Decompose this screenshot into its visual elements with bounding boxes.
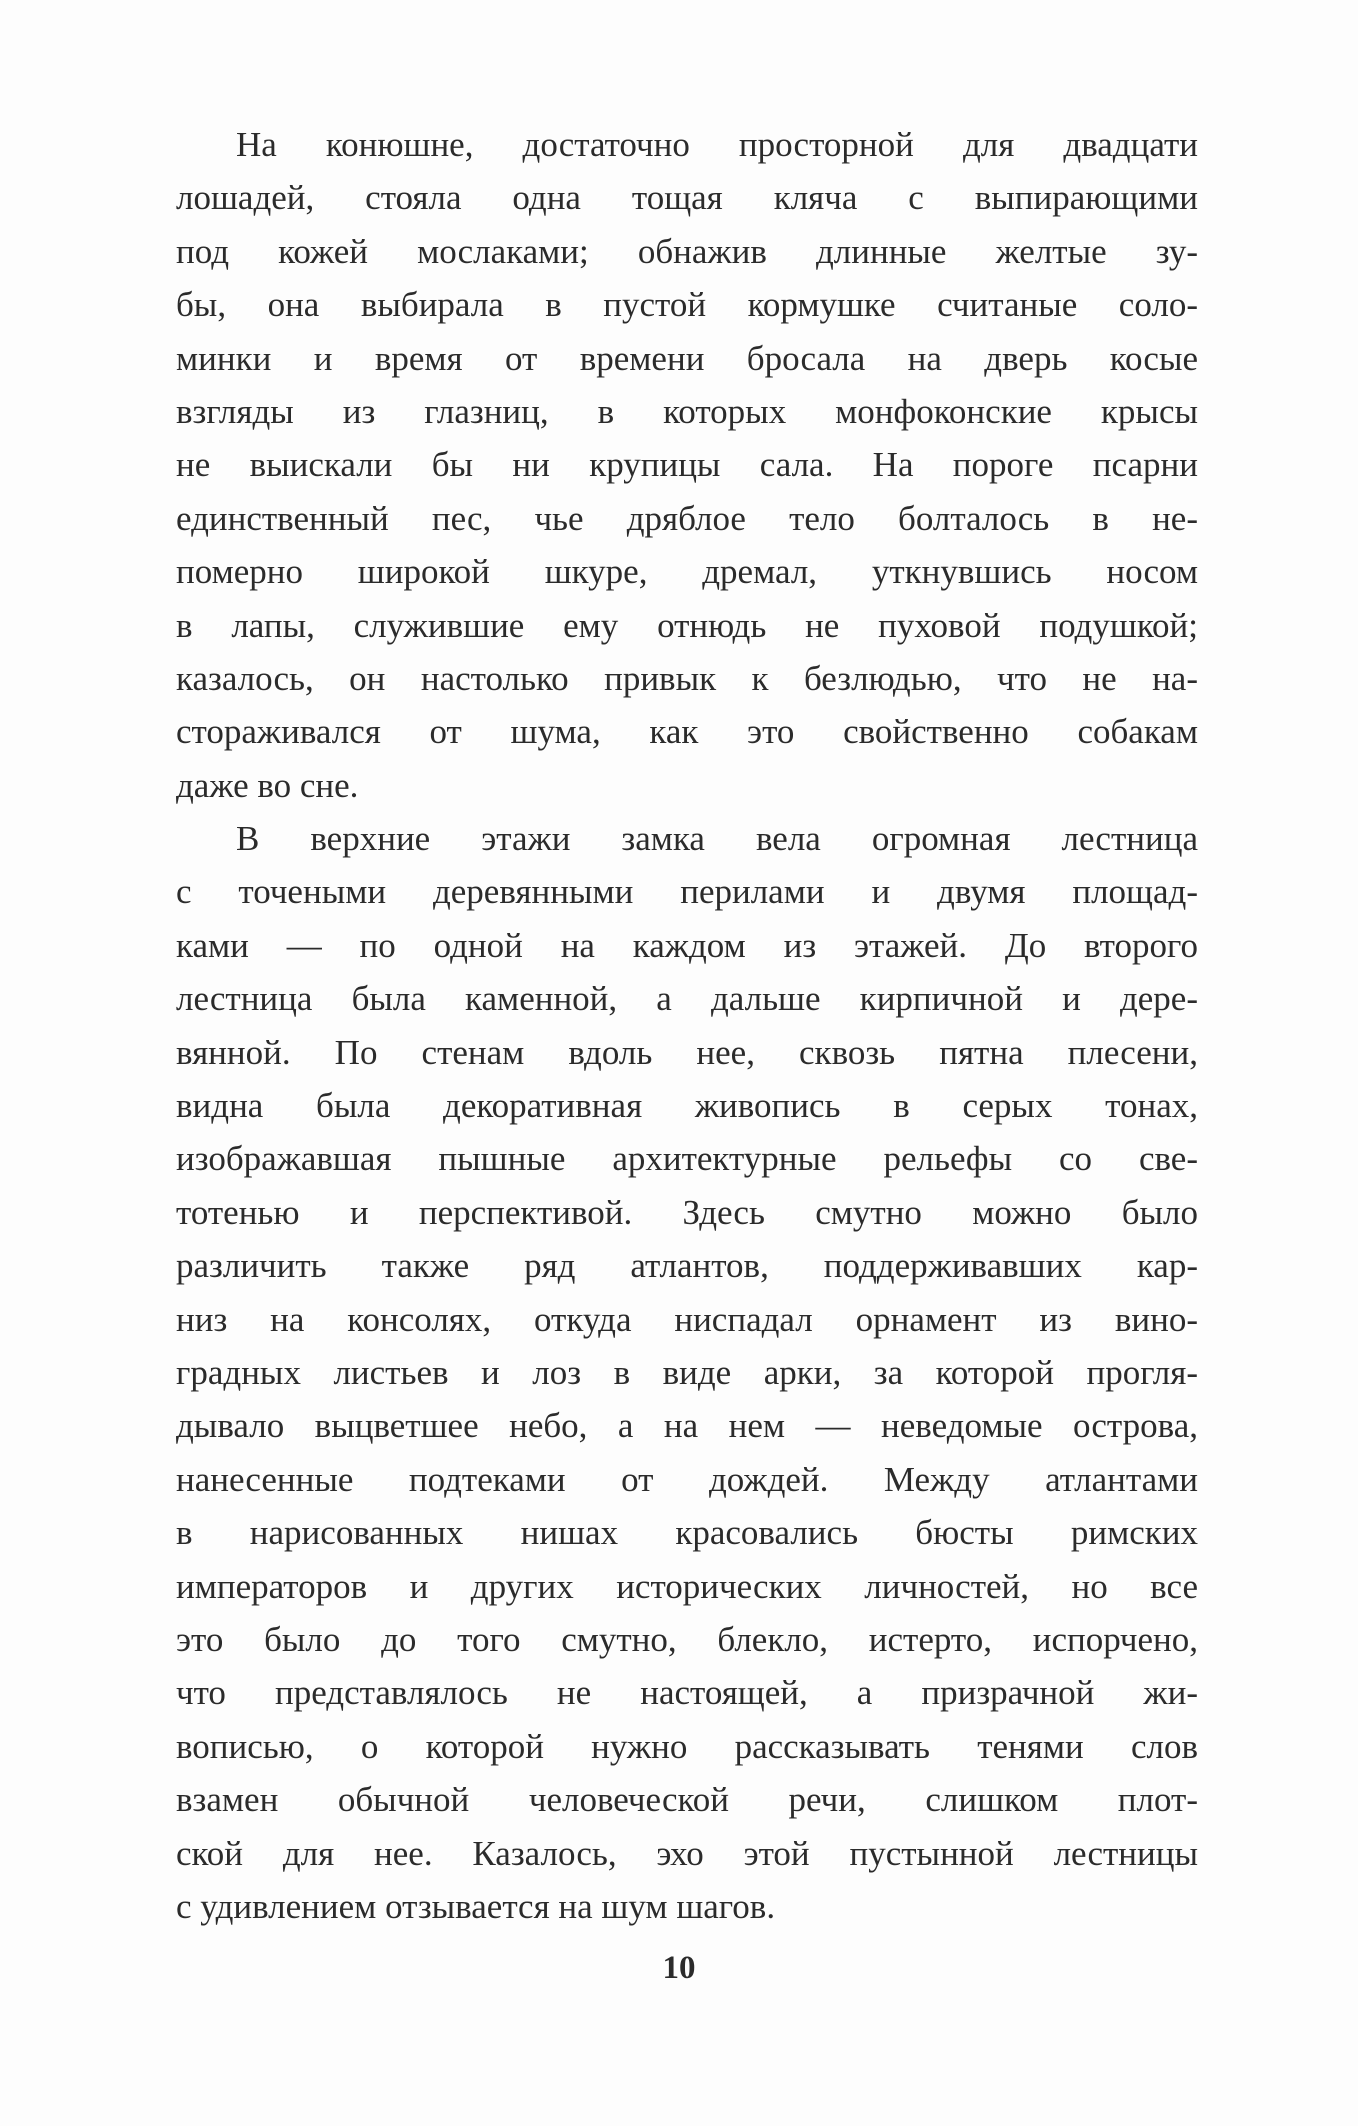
text-line: с удивлением отзывается на шум шагов. [176,1886,776,1926]
text-line: даже во сне. [176,765,359,805]
text-line: казалось, он настолько привык к безлюдью, что не на- [176,658,1198,698]
text-line: дывало выцветшее небо, а на нем — неведомые острова, [176,1406,1198,1446]
text-line: что представлялось не настоящей, а призрачной жи- [176,1673,1198,1713]
text-line: не выискали бы ни крупицы сала. На пороге псарни [176,445,1198,485]
text-line: померно широкой шкуре, дремал, уткнувшись носом [176,552,1198,592]
text-line: бы, она выбирала в пустой кормушке считаные соло- [176,285,1198,325]
text-line: под кожей мослаками; обнажив длинные желтые зу- [176,231,1198,271]
text-line: в нарисованных нишах красовались бюсты римских [176,1513,1198,1553]
text-line: лошадей, стояла одна тощая кляча с выпирающими [176,178,1198,218]
text-line: лестница была каменной, а дальше кирпичной и дере- [176,979,1198,1019]
page-number: 10 [662,1950,696,1986]
text-line: В верхние этажи замка вела огромная лестница [236,819,1198,859]
text-line: ской для нее. Казалось, эхо этой пустынной лестницы [176,1833,1198,1873]
body-text [176,118,1198,1933]
text-line: На конюшне, достаточно просторной для двадцати [236,125,1198,164]
text-line: вописью, о которой нужно рассказывать тенями слов [176,1726,1198,1766]
text-line: с точеными деревянными перилами и двумя площад- [176,872,1198,912]
text-line: взгляды из глазниц, в которых монфоконские крысы [176,391,1198,431]
text-line: градных листьев и лоз в виде арки, за которой прогля- [176,1352,1198,1392]
text-line: единственный пес, чье дряблое тело болталось в не- [176,498,1198,538]
text-line: сторaживался от шума, как это свойственно собакам [176,712,1198,752]
text-line: тотенью и перспективой. Здесь смутно можно было [176,1192,1198,1232]
paragraph-2 [176,812,1198,1933]
text-line: вянной. По стенам вдоль нее, сквозь пятна плесени, [176,1032,1198,1072]
text-line: изображавшая пышные архитектурные рельефы со све- [176,1139,1198,1179]
text-line: нанесенные подтеками от дождей. Между атлантами [176,1459,1198,1499]
text-line: видна была декоративная живопись в серых тонах, [176,1086,1198,1126]
text-line: в лапы, служившие ему отнюдь не пуховой подушкой; [176,605,1198,645]
text-line: низ на консолях, откуда ниспадал орнамент из вино- [176,1299,1198,1339]
text-line: взамен обычной человеческой речи, слишком плот- [176,1780,1198,1820]
text-line: минки и время от времени бросала на дверь косые [176,338,1198,378]
text-line: это было до того смутно, блекло, истерто, испорчено, [176,1619,1198,1659]
text-line: императоров и других исторических личностей, но все [176,1566,1198,1606]
paragraph-1 [176,118,1198,812]
text-line: ками — по одной на каждом из этажей. До второго [176,925,1198,965]
text-line: различить также ряд атлантов, поддерживавших кар- [176,1246,1198,1286]
